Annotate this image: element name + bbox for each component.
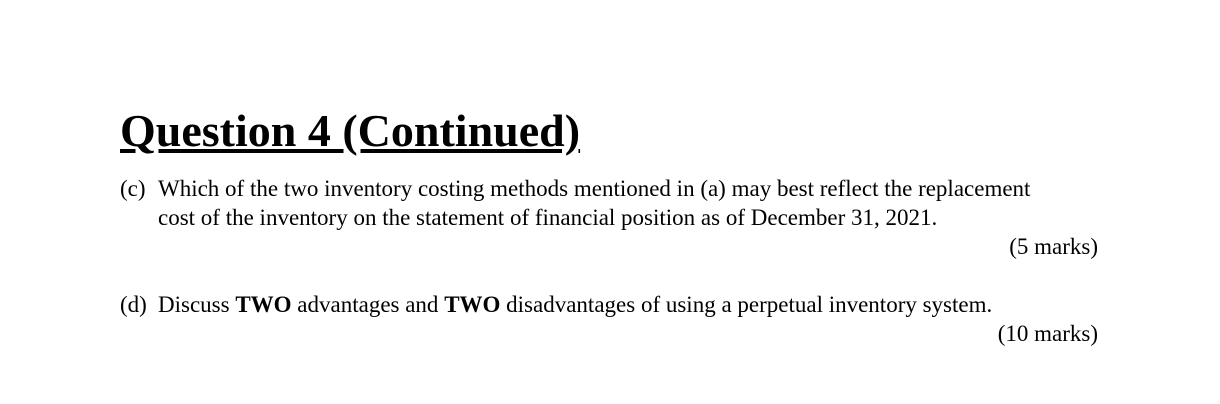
document-content	[120, 105, 1098, 348]
question-c-marks: (5 marks)	[1009, 234, 1098, 259]
question-d-label: (d)	[120, 292, 147, 317]
question-d-text: Discuss TWO advantages and TWO disadvantages of using a perpetual inventory system.	[158, 292, 993, 317]
question-item-d	[120, 290, 1098, 348]
question-c-line-1: Which of the two inventory costing methods mentioned in (a) may best reflect the replacement	[158, 176, 1031, 201]
question-c-text	[158, 174, 1098, 232]
question-c-body	[120, 174, 1098, 232]
question-c-label: (c)	[120, 176, 146, 201]
question-d-marks: (10 marks)	[997, 321, 1098, 346]
question-item-c	[120, 174, 1098, 261]
question-d-body	[120, 290, 1098, 319]
question-heading: Question 4 (Continued)	[120, 105, 581, 156]
question-c-line-2: cost of the inventory on the statement of financial position as of December 31, 2021.	[158, 205, 938, 230]
